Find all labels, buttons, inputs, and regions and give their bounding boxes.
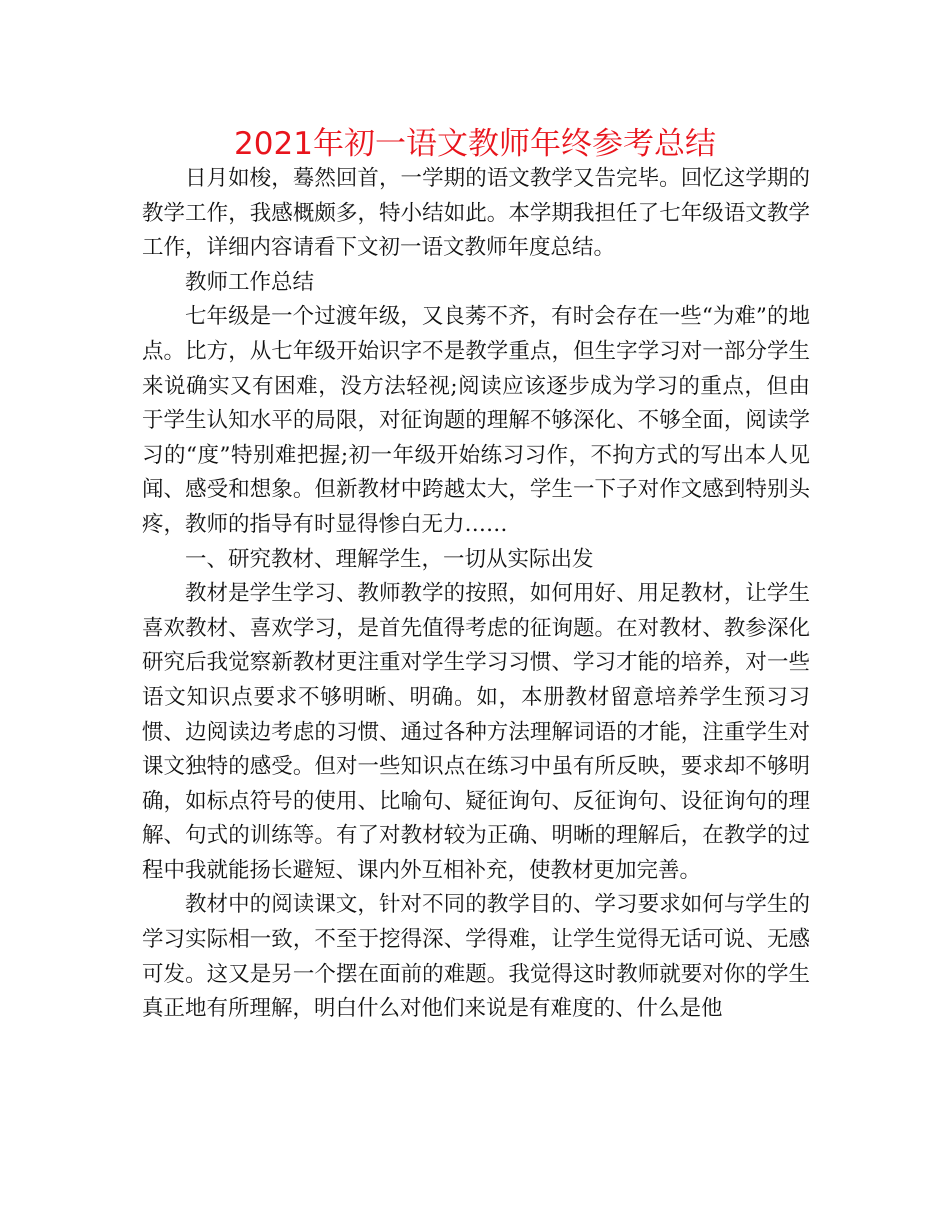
document-title: 2021年初一语文教师年终参考总结 xyxy=(234,126,716,162)
document-body xyxy=(142,162,810,1027)
paragraph-intro: 日月如梭，蓦然回首，一学期的语文教学又告完毕。回忆这学期的教学工作，我感概颇多，特小结如此。本学期我担任了七年级语文教学工作，详细内容请看下文初一语文教师年度总结。 xyxy=(142,166,810,261)
section-heading-summary: 教师工作总结 xyxy=(185,269,315,295)
paragraph-grade-seven: 七年级是一个过渡年级，又良莠不齐，有时会存在一些“为难”的地点。比方，从七年级开始识字不是教学重点，但生字学习对一部分学生来说确实又有困难，没方法轻视;阅读应该逐步成为学习的重点，但由于学生认知水平的局限，对征询题的理解不够深化、不够全面，阅读学习的“度”特别难把握;初一年级开始练习习作，不拘方式的写出本人见闻、感受和想象。但新教材中跨越太大，学生一下子对作文感到特别头疼，教师的指导有时显得惨白无力…… xyxy=(142,304,810,537)
section-heading-one: 一、研究教材、理解学生，一切从实际出发 xyxy=(185,546,594,572)
paragraph-reading: 教材中的阅读课文，针对不同的教学目的、学习要求如何与学生的学习实际相一致，不至于挖得深、学得难，让学生觉得无话可说、无感可发。这又是另一个摆在面前的难题。我觉得这时教师就要对你的学生真正地有所理解，明白什么对他们来说是有难度的、什么是他 xyxy=(142,892,810,1022)
paragraph-textbook: 教材是学生学习、教师教学的按照，如何用好、用足教材，让学生喜欢教材、喜欢学习，是首先值得考虑的征询题。在对教材、教参深化研究后我觉察新教材更注重对学生学习习惯、学习才能的培养，对一些语文知识点要求不够明晰、明确。如，本册教材留意培养学生预习习惯、边阅读边考虑的习惯、通过各种方法理解词语的才能，注重学生对课文独特的感受。但对一些知识点在练习中虽有所反映，要求却不够明确，如标点符号的使用、比喻句、疑征询句、反征询句、设征询句的理解、句式的训练等。有了对教材较为正确、明晰的理解后，在教学的过程中我就能扬长避短、课内外互相补充，使教材更加完善。 xyxy=(142,581,810,883)
